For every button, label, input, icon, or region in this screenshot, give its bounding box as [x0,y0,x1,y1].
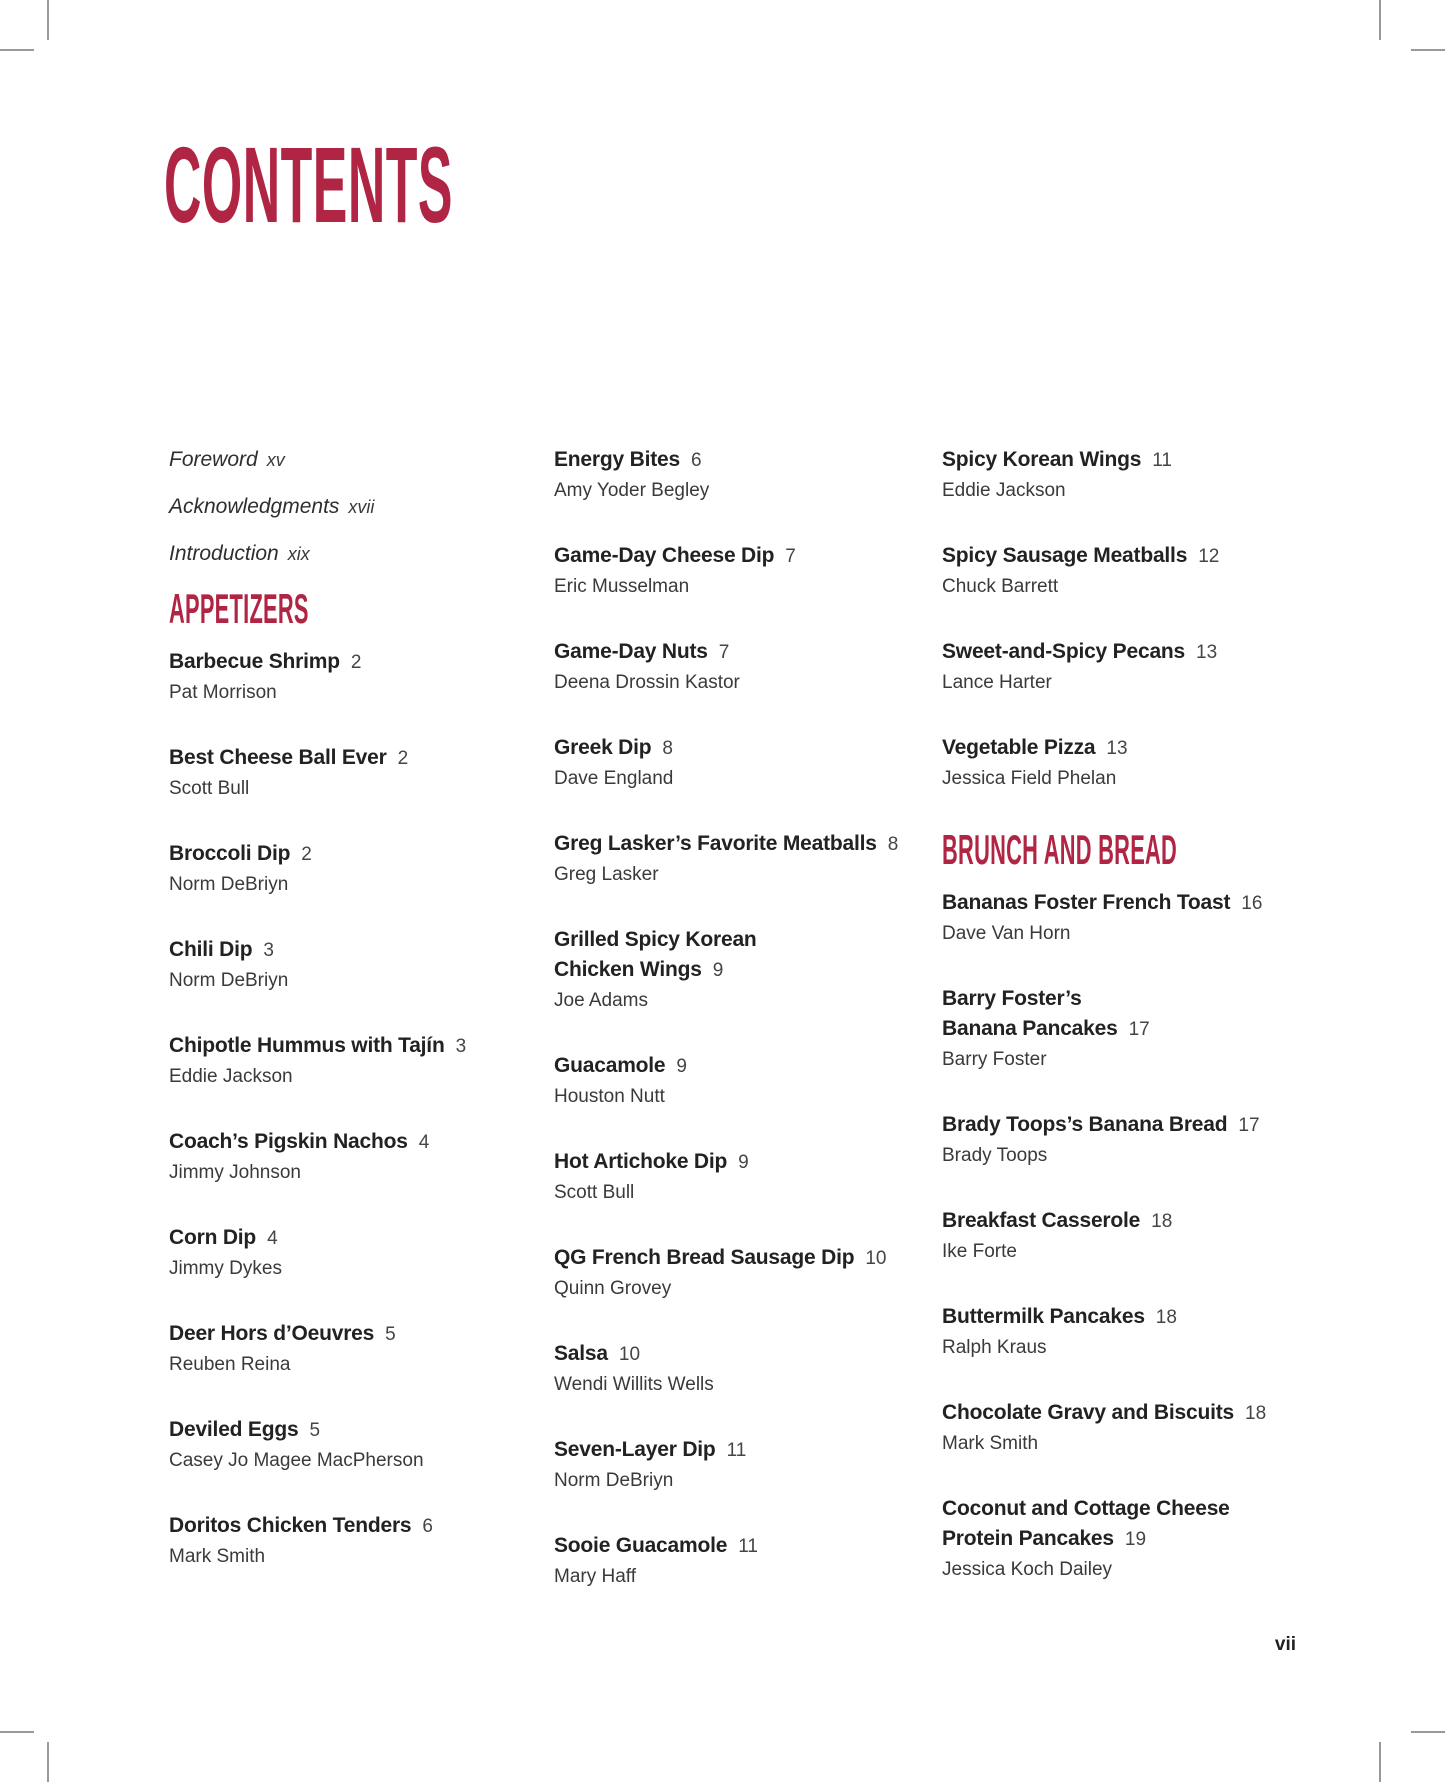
crop-mark-bottom-right-horizontal [1411,1731,1445,1733]
entry-author: Lance Harter [942,672,1052,693]
entry-author: Scott Bull [169,778,250,799]
entry-title [169,1031,555,1062]
entry-title [554,1531,940,1562]
entry-author: Chuck Barrett [942,576,1059,597]
front-matter [169,445,555,569]
entry-title-text: Barbecue Shrimp [169,650,340,673]
entry-page-number: 18 [1155,1307,1177,1328]
crop-mark-bottom-left-horizontal [0,1731,34,1733]
entry-author: Jimmy Johnson [169,1162,301,1183]
toc-entry [942,541,1328,601]
front-matter-item [169,539,555,569]
entry-title-text: Vegetable Pizza [942,736,1096,759]
entry-page-number: 13 [1106,738,1128,759]
entry-author: Dave England [554,768,674,789]
entry-page-number: 7 [785,546,796,567]
entry-author: Dave Van Horn [942,923,1071,944]
entry-author: Norm DeBriyn [554,1470,674,1491]
entry-page-number: 10 [618,1344,641,1365]
toc-entry [554,733,940,793]
entry-title [942,733,1328,764]
entry-page-number: 4 [267,1228,278,1249]
entry-title-text: Corn Dip [169,1226,257,1249]
crop-mark-top-left-vertical [47,0,49,40]
entry-title-text: Barry Foster’s [942,987,1082,1010]
entry-title-text: Chili Dip [169,938,253,961]
entry-title [554,637,940,668]
entry-author: Greg Lasker [554,864,659,885]
entry-title-text: Buttermilk Pancakes [942,1305,1145,1328]
front-matter-item [169,445,555,475]
entry-title [554,925,940,955]
entry-title-text: QG French Bread Sausage Dip [554,1246,855,1269]
entry-title [169,1127,555,1158]
entry-page-number: 18 [1245,1403,1267,1424]
entry-author: Norm DeBriyn [169,970,289,991]
entry-title-text: Chipotle Hummus with Tajín [169,1034,445,1057]
entry-author: Mary Haff [554,1566,637,1587]
entry-title [169,647,555,678]
entry-page-number: 6 [422,1516,433,1537]
entry-page-number: 8 [662,738,673,759]
entry-author: Wendi Willits Wells [554,1374,714,1395]
front-matter-label: Introduction [169,542,279,565]
entry-title [554,1051,940,1082]
entry-author: Casey Jo Magee MacPherson [169,1450,424,1471]
entry-title-text: Chicken Wings [554,958,702,981]
toc-entry [169,647,555,707]
entry-title [169,1223,555,1254]
entry-title-text: Breakfast Casserole [942,1209,1141,1232]
toc-column-right [942,445,1328,1620]
toc-entry [942,984,1328,1074]
toc-entry [942,888,1328,948]
front-matter-label: Foreword [169,448,258,471]
entry-title [554,541,940,572]
entry-author: Reuben Reina [169,1354,291,1375]
entry-author: Eric Musselman [554,576,690,597]
entry-title-text: Game-Day Nuts [554,640,708,663]
entry-author: Brady Toops [942,1145,1048,1166]
entry-author: Jimmy Dykes [169,1258,282,1279]
entry-author: Norm DeBriyn [169,874,289,895]
toc-entry [554,1339,940,1399]
entry-author: Eddie Jackson [942,480,1066,501]
entry-author: Amy Yoder Begley [554,480,710,501]
toc-entry [169,1127,555,1187]
entry-title-text: Spicy Korean Wings [942,448,1142,471]
entry-page-number: 3 [455,1036,467,1057]
entry-title [942,984,1328,1014]
entry-page-number: 12 [1198,546,1220,567]
entry-title [554,733,940,764]
entry-page-number: 9 [676,1056,687,1077]
entry-author: Deena Drossin Kastor [554,672,740,693]
entry-title [554,445,940,476]
toc-entry [942,637,1328,697]
entry-page-number: 10 [865,1248,887,1269]
crop-mark-bottom-right-vertical [1379,1742,1381,1782]
entry-title-text: Protein Pancakes [942,1527,1114,1550]
entry-author: Eddie Jackson [169,1066,293,1087]
entry-title-text: Deviled Eggs [169,1418,299,1441]
toc-entry [169,1031,555,1091]
toc-entry [169,1415,555,1475]
entry-title-text: Chocolate Gravy and Biscuits [942,1401,1234,1424]
entry-title [554,1147,940,1178]
toc-entry [554,1435,940,1495]
entry-title [942,1302,1328,1333]
entry-title-text: Spicy Sausage Meatballs [942,544,1188,567]
entry-title-text: Hot Artichoke Dip [554,1150,728,1173]
toc-entry [942,1398,1328,1458]
entry-title-text: Brady Toops’s Banana Bread [942,1113,1228,1136]
toc-entry [554,1243,940,1303]
entry-page-number: 8 [887,834,899,855]
entry-title [942,445,1328,476]
entry-title-text: Bananas Foster French Toast [942,891,1231,914]
toc-entry [942,445,1328,505]
entry-title [169,743,555,774]
entry-page-number: 2 [301,844,312,865]
section-header [169,585,555,632]
entry-title-text: Greg Lasker’s Favorite Meatballs [554,832,877,855]
crop-mark-bottom-left-vertical [47,1742,49,1782]
entry-author: Ike Forte [942,1241,1017,1262]
toc-entry [942,733,1328,793]
entry-title [554,1339,940,1370]
entry-page-number: 6 [690,450,702,471]
toc-entry [554,829,940,889]
entry-page-number: 11 [1152,450,1172,471]
entry-author: Barry Foster [942,1049,1047,1070]
toc-entry [554,445,940,505]
page-title: CONTENTS [164,124,453,245]
crop-mark-top-right-horizontal [1411,49,1445,51]
entry-author: Pat Morrison [169,682,277,703]
toc-entry [942,1494,1328,1584]
page-number: vii [1274,1634,1296,1655]
entry-page-number: 3 [263,940,274,961]
toc-entry [169,1223,555,1283]
entry-title-text: Deer Hors d’Oeuvres [169,1322,375,1345]
section-header-label: BRUNCH AND BREAD [942,826,1178,873]
entry-title-text: Salsa [554,1342,608,1365]
front-matter-label: Acknowledgments [169,495,340,518]
entry-page-number: 7 [718,642,730,663]
entry-title [942,1524,1328,1555]
entry-title [942,637,1328,668]
entry-title-text: Seven-Layer Dip [554,1438,716,1461]
toc-entry [169,935,555,995]
entry-title [942,888,1328,919]
entry-title [942,1014,1328,1045]
toc-entry [942,1110,1328,1170]
toc-entry [554,541,940,601]
entry-title-text: Coconut and Cottage Cheese [942,1497,1230,1520]
toc-entry [942,1302,1328,1362]
front-matter-page-number: xix [287,544,310,564]
entry-title [942,1494,1328,1524]
front-matter-page-number: xv [266,450,285,470]
entry-title [169,1511,555,1542]
entry-page-number: 9 [712,960,724,981]
entry-page-number: 5 [309,1420,321,1441]
entry-title [169,1319,555,1350]
entry-title [942,1398,1328,1429]
toc-entry [169,1511,555,1571]
entry-page-number: 13 [1196,642,1218,663]
entry-title [942,1206,1328,1237]
entry-page-number: 9 [738,1152,749,1173]
entry-title-text: Banana Pancakes [942,1017,1118,1040]
entry-title [942,1110,1328,1141]
entry-author: Ralph Kraus [942,1337,1047,1358]
toc-entry [554,1531,940,1591]
entry-title-text: Guacamole [554,1054,666,1077]
entry-title [169,1415,555,1446]
entry-title-text: Coach’s Pigskin Nachos [169,1130,408,1153]
entry-author: Jessica Field Phelan [942,768,1117,789]
entry-title [169,935,555,966]
entry-title-text: Energy Bites [554,448,680,471]
entry-page-number: 17 [1128,1019,1150,1040]
toc-entry [169,743,555,803]
entry-page-number: 11 [738,1536,758,1557]
entry-page-number: 11 [726,1440,747,1461]
toc-entry [169,839,555,899]
section-header-label: APPETIZERS [169,585,309,632]
entry-page-number: 2 [350,652,362,673]
entry-title-text: Grilled Spicy Korean [554,928,757,951]
entry-title-text: Greek Dip [554,736,652,759]
toc-entry [942,1206,1328,1266]
entry-author: Mark Smith [169,1546,266,1567]
entry-title-text: Sooie Guacamole [554,1534,728,1557]
toc-entry [554,1147,940,1207]
entry-title-text: Doritos Chicken Tenders [169,1514,412,1537]
toc-column-middle [554,445,940,1627]
front-matter-page-number: xvii [348,497,375,517]
entry-title-text: Game-Day Cheese Dip [554,544,775,567]
toc-column-left [169,445,555,1607]
entry-author: Quinn Grovey [554,1278,672,1299]
entry-author: Mark Smith [942,1433,1039,1454]
toc-entry [169,1319,555,1379]
toc-entry [554,1051,940,1111]
entry-page-number: 5 [385,1324,396,1345]
entry-title [942,541,1328,572]
entry-page-number: 4 [418,1132,430,1153]
entry-title [169,839,555,870]
section-header [942,826,1328,873]
entry-title [554,1435,940,1466]
entry-title-text: Broccoli Dip [169,842,291,865]
toc-entry [554,925,940,1015]
entry-title [554,955,940,986]
entry-title-text: Sweet-and-Spicy Pecans [942,640,1186,663]
entry-page-number: 18 [1151,1211,1173,1232]
entry-title [554,1243,940,1274]
entry-title [554,829,940,860]
entry-author: Joe Adams [554,990,648,1011]
entry-page-number: 19 [1124,1529,1147,1550]
entry-author: Houston Nutt [554,1086,665,1107]
crop-mark-top-left-horizontal [0,49,34,51]
entry-page-number: 17 [1238,1115,1260,1136]
entry-author: Scott Bull [554,1182,635,1203]
toc-entry [554,637,940,697]
entry-page-number: 2 [397,748,409,769]
entry-page-number: 16 [1241,893,1263,914]
entry-author: Jessica Koch Dailey [942,1559,1113,1580]
crop-mark-top-right-vertical [1379,0,1381,40]
entry-title-text: Best Cheese Ball Ever [169,746,387,769]
front-matter-item [169,492,555,522]
